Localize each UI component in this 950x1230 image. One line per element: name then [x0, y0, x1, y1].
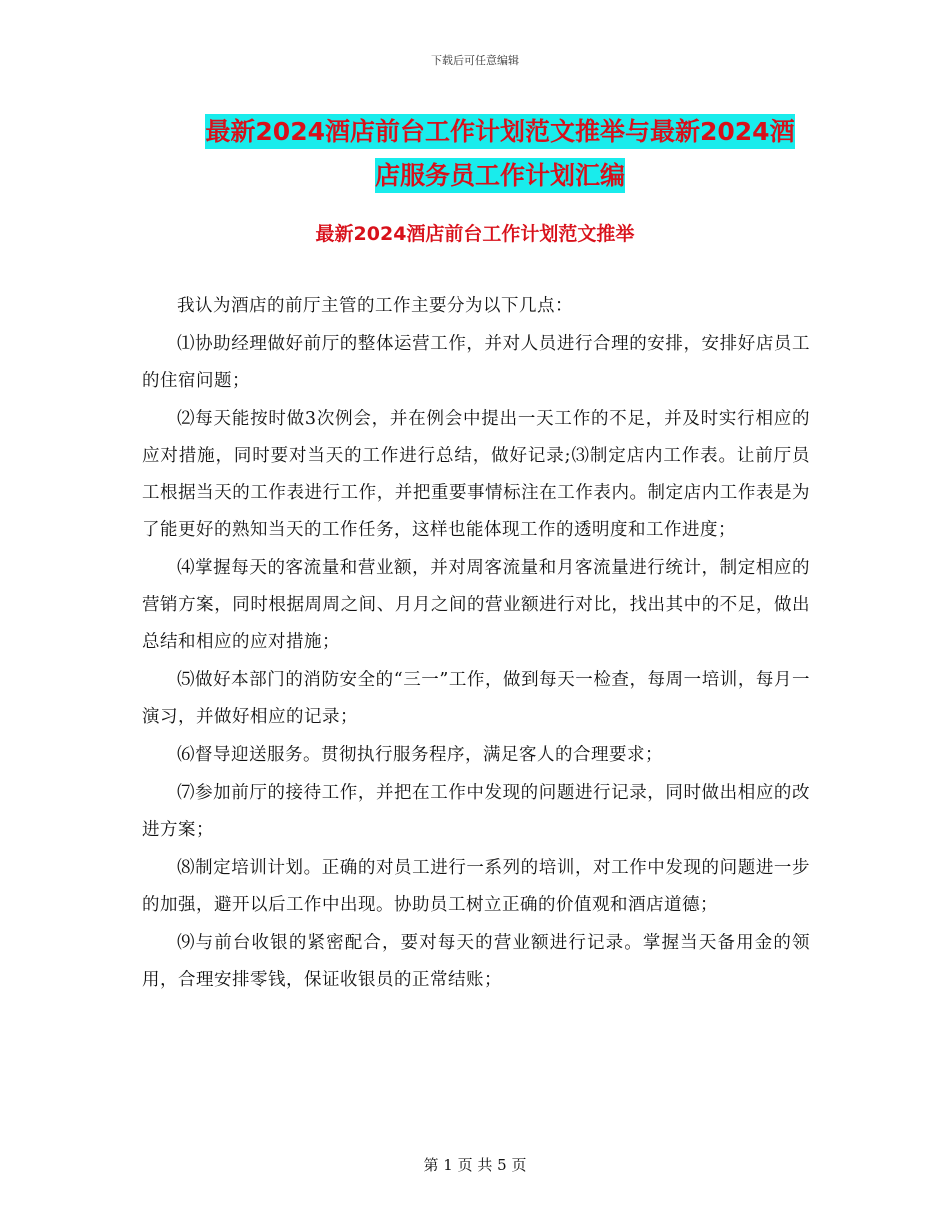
paragraph: ⑺参加前厅的接待工作，并把在工作中发现的问题进行记录，同时做出相应的改进方案； [142, 783, 810, 840]
title-line-1: 最新2024酒店前台工作计划范文推举与最新2024酒 [205, 114, 794, 149]
paragraph: ⑼与前台收银的紧密配合，要对每天的营业额进行记录。掌握当天备用金的领用，合理安排零钱，保证收银员的正常结账； [142, 933, 810, 990]
paragraph: ⑷掌握每天的客流量和营业额，并对周客流量和月客流量进行统计，制定相应的营销方案，同时根据周周之间、月月之间的营业额进行对比，找出其中的不足，做出总结和相应的应对措施； [142, 558, 810, 652]
paragraph: ⑵每天能按时做3次例会，并在例会中提出一天工作的不足，并及时实行相应的应对措施，同时要对当天的工作进行总结，做好记录;⑶制定店内工作表。让前厅员工根据当天的工作表进行工作，并把重要事情标注在工作表内。制定店内工作表是为了能更好的熟知当天的工作任务，这样也能体现工作的透明度和工作进度； [142, 409, 810, 540]
paragraph: 我认为酒店的前厅主管的工作主要分为以下几点： [177, 296, 573, 316]
paragraph: ⑻制定培训计划。正确的对员工进行一系列的培训，对工作中发现的问题进一步的加强，避开以后工作中出现。协助员工树立正确的价值观和酒店道德； [142, 858, 810, 915]
body-text [142, 288, 810, 1000]
section-title: 最新2024酒店前台工作计划范文推举 [315, 223, 635, 245]
page-footer: 第 1 页 共 5 页 [423, 1156, 527, 1174]
paragraph: ⑹督导迎送服务。贯彻执行服务程序，满足客人的合理要求； [177, 745, 663, 765]
paragraph: ⑸做好本部门的消防安全的“三一”工作，做到每天一检查，每周一培训，每月一演习，并做好相应的记录； [142, 670, 810, 727]
document-title [190, 110, 810, 198]
paragraph: ⑴协助经理做好前厅的整体运营工作，并对人员进行合理的安排，安排好店员工的住宿问题； [142, 334, 810, 391]
header-note: 下载后可任意编辑 [431, 54, 519, 67]
title-line-2: 店服务员工作计划汇编 [375, 158, 625, 193]
